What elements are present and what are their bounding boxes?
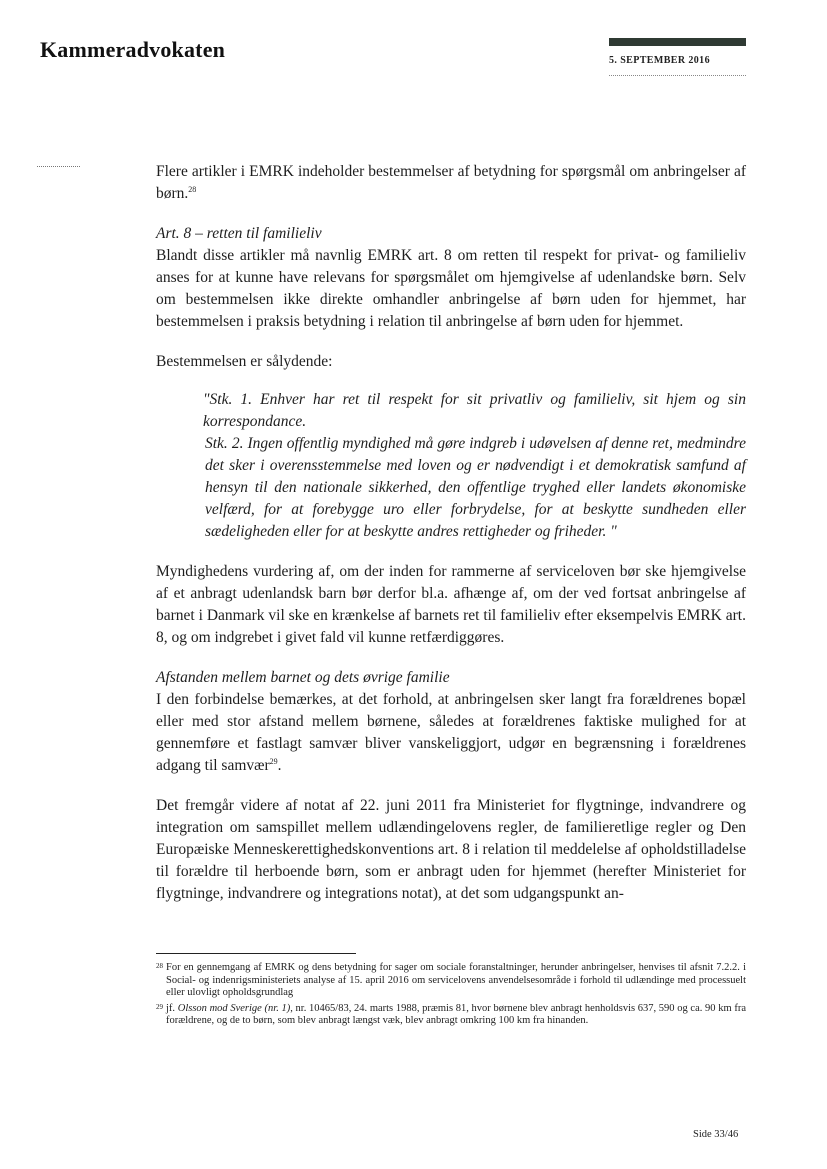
footnote-prefix: jf.: [166, 1002, 178, 1014]
document-body: [156, 161, 746, 905]
footnote-case-name: Olsson mod Sverige (nr. 1): [177, 1002, 291, 1014]
paragraph-distance-end: .: [277, 757, 282, 774]
paragraph-ministry-note: Det fremgår videre af notat af 22. juni 2011 fra Ministeriet for flygtninge, indvandrere og integration om samspillet mellem udlændingelovens regler, de familieretlige regler og Den Europæiske Menneskerettighedskonventions art. 8 i relation til meddelelse af opholdstilladelse til forældre til herboende børn, som er anbragt uden for hjemmet (herefter Ministeriet for flygtninge, indvandrere og integrations notat), at det som udgangspunkt an-: [156, 797, 746, 902]
heading-distance: Afstanden mellem barnet og dets øvrige familie: [156, 669, 450, 686]
footnote-separator: [156, 953, 356, 954]
heading-art8: Art. 8 – retten til familieliv: [156, 225, 322, 242]
margin-dotted-rule: [37, 166, 80, 167]
header-accent-bar: [609, 38, 746, 46]
footnote-ref-29: 29: [269, 756, 278, 766]
footnotes: [156, 962, 746, 1031]
provision-quote: [203, 389, 746, 543]
paragraph-distance: [156, 689, 746, 777]
paragraph-assessment: Myndighedens vurdering af, om der inden for rammerne af serviceloven bør ske hjemgivelse af et anbragt udenlandsk barn bør derfor bl.a. afhænge af, om der ved fortsat anbringelse af barnet i Danmark vil ske en krænkelse af barnets ret til familieliv efter eksempelvis EMRK art. 8, og om indgrebet i givet fald vil kunne retfærdiggøres.: [156, 563, 746, 646]
paragraph-art8: Blandt disse artikler må navnlig EMRK art. 8 om retten til respekt for privat- og familieliv anses for at kunne have relevans for spørgsmålet om hjemgivelse af udenlandske børn. Selv om bestemmelsen ikke direkte omhandler anbringelse af børn uden for hjemmet, har bestemmelsen i praksis betydning i relation til anbringelse af børn uden for hjemmet.: [156, 247, 746, 330]
header-dotted-rule: [609, 75, 746, 76]
footnote-number: 28: [156, 962, 163, 970]
footnote-29: [156, 1003, 746, 1028]
paragraph-provision-intro: Bestemmelsen er sålydende:: [156, 353, 333, 370]
paragraph-distance-text: I den forbindelse bemærkes, at det forhold, at anbringelsen sker langt fra forældrenes bopæl eller med stor afstand mellem børnene, således at forældrenes faktiske mulighed for at gennemføre et fastlagt samvær bliver vanskeliggjort, udgør en begrænsning i forældrenes adgang til samvær: [156, 691, 746, 774]
footnote-ref-28: 28: [188, 184, 197, 194]
page-number: Side 33/46: [693, 1129, 739, 1140]
footnote-28: [156, 962, 746, 1000]
brand-name: Kammeradvokaten: [40, 37, 226, 62]
footnote-text: For en gennemgang af EMRK og dens betydning for sager om sociale foranstaltninger, herunder anbringelser, henvises til afsnit 7.2.2. i Social- og indenrigsministeriets analyse af 15. april 2016 om servicelovens anvendelsesområde i forhold til udlændinge med processuelt eller ulovligt opholdsgrundlag: [166, 962, 746, 998]
paragraph-intro: [156, 161, 746, 205]
footnote-number: 29: [156, 1002, 163, 1011]
header-date: 5. SEPTEMBER 2016: [609, 55, 710, 66]
paragraph-intro-text: Flere artikler i EMRK indeholder bestemmelser af betydning for spørgsmål om anbringelser af børn.: [156, 163, 746, 202]
quote-stk2: Stk. 2. Ingen offentlig myndighed må gøre indgreb i udøvelsen af denne ret, medmindre det sker i overensstemmelse med loven og er nødvendigt i et demokratisk samfund af hensyn til den nationale sikkerhed, den offentlige tryghed eller landets økonomiske velfærd, for at forebygge uro eller forbrydelse, for at beskytte sundheden eller sædeligheden eller for at beskytte andres rettigheder og friheder. ": [205, 435, 746, 540]
footnote-text: , nr. 10465/83, 24. marts 1988, præmis 81, hvor børnene blev anbragt henholdsvis 637, 590 og ca. 90 km fra forældrene, og de to børn, som blev anbragt længst væk, blev anbragt omkring 100 km fra hinanden.: [166, 1002, 746, 1026]
quote-stk1: "Stk. 1. Enhver har ret til respekt for sit privatliv og familieliv, sit hjem og sin korrespondance.: [203, 391, 746, 430]
